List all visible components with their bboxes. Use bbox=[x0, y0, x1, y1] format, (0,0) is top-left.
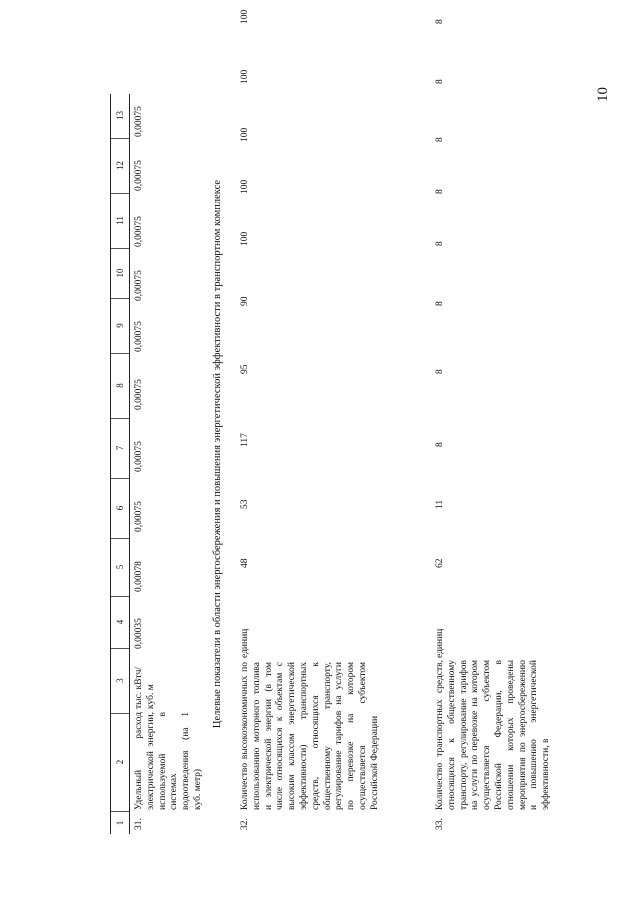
row-32-name: Количество высокоэкономичных по использованию моторного топлива и электрической энергии (в том числе относящихся к объектам с высоким классом энергетической эффективности) транспортных средств, относящихся к общественному транспорту, регулирование тарифов на услуги по перевозке на котором осуществляется субъектом Российской Федерации bbox=[240, 662, 380, 810]
header-col-8: 8 bbox=[111, 353, 129, 419]
header-col-4: 4 bbox=[111, 596, 129, 649]
header-col-5: 5 bbox=[111, 538, 129, 597]
row-31-number: 31. bbox=[134, 818, 144, 830]
row-33-value-6: 8 bbox=[435, 442, 445, 447]
header-col-9: 9 bbox=[111, 298, 129, 354]
header-col-6: 6 bbox=[111, 478, 129, 539]
page-number: 10 bbox=[595, 87, 611, 102]
row-32-value-12: 100 bbox=[240, 69, 250, 84]
row-33-value-12: 8 bbox=[435, 79, 445, 84]
row-31-value-12: 0,00075 bbox=[134, 160, 144, 191]
row-32-value-7: 95 bbox=[240, 364, 250, 374]
row-31-unit: тыс. кВтч/ куб. м bbox=[134, 666, 156, 709]
row-31-value-5: 0,00078 bbox=[134, 561, 144, 592]
header-col-10: 10 bbox=[111, 248, 129, 299]
row-32-value-13: 100 bbox=[240, 9, 250, 24]
row-33-value-9: 8 bbox=[435, 241, 445, 246]
row-33-value-13: 8 bbox=[435, 19, 445, 24]
row-31-value-8: 0,00075 bbox=[134, 379, 144, 410]
row-31-value-6: 0,00075 bbox=[134, 501, 144, 532]
row-32-number: 32. bbox=[240, 818, 250, 830]
header-col-11: 11 bbox=[111, 193, 129, 249]
row-33-unit: единиц bbox=[435, 628, 445, 658]
row-33-value-8: 8 bbox=[435, 301, 445, 306]
row-33-value-5: 11 bbox=[435, 499, 445, 509]
header-col-13: 13 bbox=[111, 93, 129, 139]
row-32-value-9: 100 bbox=[240, 231, 250, 246]
row-32-value-4: 48 bbox=[240, 558, 250, 568]
row-32-value-8: 90 bbox=[240, 296, 250, 306]
row-32-value-11: 100 bbox=[240, 127, 250, 142]
row-33-name: Количество транспортных средств, относящихся к общественному транспорту, регулирование тарифов на услуги по перевозке на котором осуществляется субъектом Российской Федерации, в отношении которых проведены мероприятия по энергосбережению и повышению энергетической эффективности, в bbox=[435, 660, 552, 810]
row-31-value-4: 0,00035 bbox=[134, 618, 144, 649]
row-31-value-10: 0,00075 bbox=[134, 270, 144, 301]
rotated-table bbox=[110, 9, 552, 834]
table-header bbox=[110, 94, 130, 834]
row-33-value-7: 8 bbox=[435, 369, 445, 374]
row-33-value-4: 62 bbox=[435, 558, 445, 568]
row-31-value-9: 0,00075 bbox=[134, 321, 144, 352]
row-31-value-11: 0,00075 bbox=[134, 216, 144, 247]
section-title: Целевые показатели в области энергосбережения и повышения энергетической эффективности в транспортном комплексе bbox=[212, 179, 223, 729]
header-col-12: 12 bbox=[111, 138, 129, 194]
row-33-value-11: 8 bbox=[435, 137, 445, 142]
row-32-value-10: 100 bbox=[240, 179, 250, 194]
row-33-number: 33. bbox=[435, 818, 445, 830]
row-32-value-5: 53 bbox=[240, 499, 250, 509]
header-col-2: 2 bbox=[111, 713, 129, 812]
header-col-3: 3 bbox=[111, 648, 129, 714]
header-col-7: 7 bbox=[111, 418, 129, 479]
row-31-name: Удельный расход электрической энергии, используемой в системах водоотведения (на 1 куб. метр) bbox=[134, 712, 203, 810]
row-31-value-13: 0,00075 bbox=[134, 106, 144, 137]
row-31-value-7: 0,00075 bbox=[134, 441, 144, 472]
row-32-unit: единиц bbox=[240, 628, 250, 658]
row-32-value-6: 117 bbox=[240, 433, 250, 447]
row-33-value-10: 8 bbox=[435, 189, 445, 194]
header-col-1: 1 bbox=[115, 820, 125, 826]
